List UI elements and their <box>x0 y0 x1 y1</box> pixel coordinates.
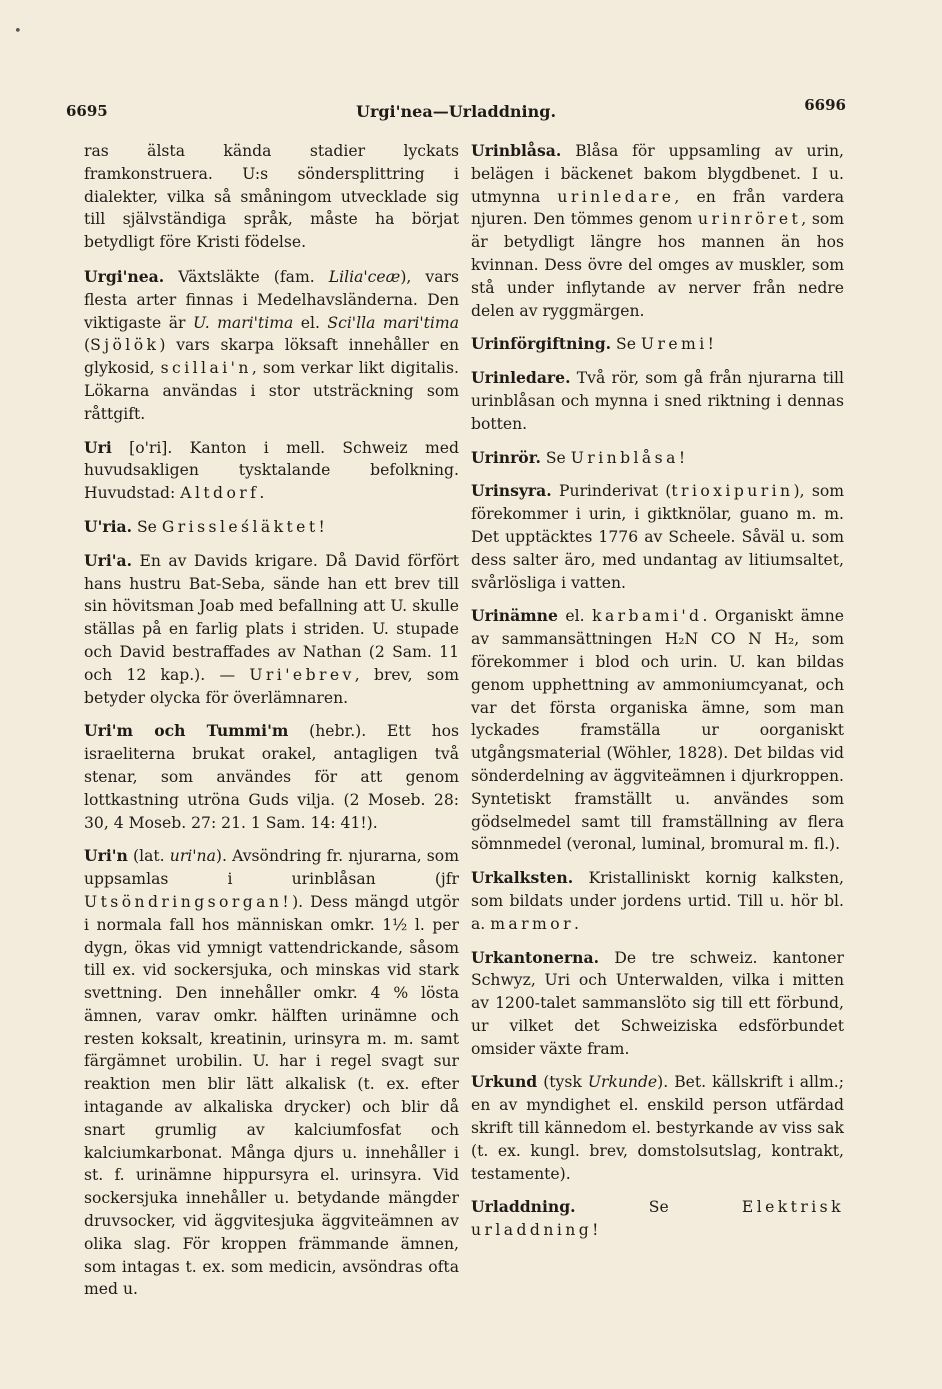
spaced-term: Altdorf <box>180 484 260 503</box>
headword: Urinförgiftning. <box>471 334 612 354</box>
entry-urkalksten: Urkalksten. Kristalliniskt kornig kalksten, som bildats under jordens urtid. Till u. hör bl. a. marmor. <box>471 868 844 933</box>
entry-uri: Uri [o'ri]. Kanton i mell. Schweiz med huvudsakligen tysktalande befolkning. Huvudstad: Altdorf. <box>84 437 459 503</box>
entry-urladdning: Urladdning. Se Elektrisk urladdning! <box>471 1197 844 1240</box>
headword: Uri <box>84 437 112 457</box>
spaced-term: Uri'ebrev <box>249 665 355 684</box>
headword: Urkantonerna. <box>471 947 600 967</box>
headword: Urinledare. <box>471 368 571 388</box>
headword: Uri'a. <box>84 550 133 570</box>
entry-urinforgiftning: Urinförgiftning. Se Uremi! <box>471 334 718 354</box>
entry-urim: Uri'm och Tummi'm (hebr.). Ett hos israeliterna brukat orakel, antagligen två stenar, som användes för att genom lottkastning utröna Guds vilja. (2 Moseb. 28: 30, 4 Moseb. 27: 21. 1 Sam. 14: 41!). <box>84 721 460 832</box>
cross-reference: Utsöndringsorgan! <box>84 892 293 911</box>
spaced-term: marmor <box>490 914 574 933</box>
entry-uria-david: Uri'a. En av Davids krigare. Då David förfört hans hustru Bat-Seba, sände han ett brev till sin hövitsman Joab med befallning att U. skulle ställas på en farlig plats i striden. U. stupade och David bestraffades av Nathan (2 Sam. 11 och 12 kap.). — Uri'ebrev, brev, som betyder olycka för överlämnaren. <box>84 550 459 707</box>
headword: Urinsyra. <box>471 481 552 501</box>
spaced-term: trioxipurin <box>671 482 794 501</box>
entry-urinledare: Urinledare. Två rör, som gå från njurarna till urinblåsan och mynna i sned riktning i dennas botten. <box>471 368 844 433</box>
entry-urin: Uri'n (lat. uri'na). Avsöndring fr. njurarna, som uppsamlas i urinblåsan (jfr Utsöndringsorgan!). Dess mängd utgör i normala fall hos människan omkr. 1½ l. per dygn, ökas vid ymnigt vattendrickande, såsom till ex. vid sockersjuka, och minskas vid stark svettning. Den innehåller omkr. 4 % lösta ämnen, varav omkr. hälften urinämne och resten koksalt, kreatinin, urinsyra m. m. samt färgämnet urobilin. U. har i regel svagt sur reaktion men blir lätt alkalisk (t. ex. efter intagande av alkaliska drycker) och blir då snart grumlig av kalciumfosfat och kalciumkarbonat. Många djurs u. innehåller i st. f. urinämne hippursyra el. urinsyra. Vid sockersjuka innehåller u. betydande mängder druvsocker, vid äggvitesjuka äggviteämnen av olika slag. För kroppen främmande ämnen, som intagas t. ex. som medicin, avsöndras ofta med u. <box>84 846 459 1299</box>
headword: Urkalksten. <box>471 868 574 888</box>
cross-reference: Elektrisk urladdning! <box>471 1198 844 1240</box>
headword: U'ria. <box>84 516 133 536</box>
entry-urkund: Urkund (tysk Urkunde). Bet. källskrift i allm.; en av myndighet el. enskild person utfärdad skrift till kännedom el. bestyrkande av viss sak (t. ex. kungl. brev, domstolsutslag, kontrakt, testamente). <box>471 1072 844 1183</box>
headword: Uri'm och Tummi'm <box>84 721 289 741</box>
headword: Uri'n <box>84 846 128 866</box>
headword: Urkund <box>471 1072 538 1092</box>
spaced-term: scillai'n <box>160 359 252 378</box>
headword: Urladdning. <box>471 1197 576 1217</box>
left-page-number: 6695 <box>66 102 108 120</box>
running-title: Urgi'nea—Urladdning. <box>355 102 557 121</box>
spaced-term: urinröret <box>697 210 802 229</box>
spaced-term: urinledare <box>557 187 675 206</box>
headword: Urinämne <box>471 606 558 626</box>
headword: Urinblåsa. <box>471 141 562 160</box>
entry-urinror: Urinrör. Se Urinblåsa! <box>471 447 689 467</box>
entry-uria: U'ria. Se Grissleśläktet! <box>84 516 329 536</box>
entry-urinblasa: Urinblåsa. Blåsa för uppsamling av urin, belägen i bäckenet bakom blygdbenet. I u. utmynna urinledare, en från vardera njuren. Den tömmes genom urinröret, som är betydligt längre hos mannen än hos kvinnan. Dess övre del omges av muskler, som stå under inflytande av nerver från nedre delen av ryggmärgen. <box>471 141 845 320</box>
headword: Urgi'nea. <box>84 266 165 286</box>
entry-urinamne: Urinämne el. karbami'd. Organiskt ämne av sammansättningen H₂N CO N H₂, som förekommer i blod och urin. U. kan bildas genom upphettning av ammoniumcyanat, och var det första organiska ämne, som man lyckades framställa ur oorganiskt utgångsmaterial (Wöhler, 1828). Det bildas vid sönderdelning av äggviteämnen i djurkroppen. Syntetiskt framställt u. användes som gödselmedel samt till framställning av flera sömnmedel (veronal, luminal, bromural m. fl.). <box>471 606 844 854</box>
spaced-term: karbami'd <box>592 607 703 626</box>
right-page-number: 6696 <box>804 96 846 114</box>
cross-reference: Urinblåsa! <box>570 448 689 467</box>
corner-mark: • <box>14 24 22 39</box>
left-column <box>84 140 459 1312</box>
page-header <box>66 92 846 122</box>
right-column <box>471 140 844 1253</box>
headword: Urinrör. <box>471 447 541 467</box>
continuation-text: ras älsta kända stadier lyckats framkonstruera. U:s söndersplittring i dialekter, vilka så småningom utvecklade sig till självständiga språk, måste ha börjat betydligt före Kristi födelse. <box>84 142 459 252</box>
entry-urginea: Urgi'nea. Växtsläkte (fam. Lilia'ceæ), vars flesta arter finnas i Medelhavsländerna. Den viktigaste är U. mari'tima el. Sci'lla mari'tima (Sjölök) vars skarpa löksaft innehåller en glykosid, scillai'n, som verkar likt digitalis. Lökarna användas i stor utsträckning som råttgift. <box>84 266 459 423</box>
entry-urinsyra: Urinsyra. Purinderivat (trioxipurin), som förekommer i urin, i giktknölar, guano m. m. Det upptäcktes 1776 av Scheele. Såväl u. som dess salter äro, med undantag av litiumsaltet, svårlösliga i vatten. <box>471 481 844 592</box>
cross-reference: Grissleśläktet! <box>161 517 329 536</box>
cross-reference: Uremi! <box>640 335 718 354</box>
spaced-term: Sjölök <box>90 336 160 355</box>
entry-urkantonerna: Urkantonerna. De tre schweiz. kantoner Schwyz, Uri och Unterwalden, vilka i mitten av 1200-talet sammanslöto sig till ett förbund, ur vilket det Schweiziska edsförbundet omsider växte fram. <box>471 947 844 1058</box>
